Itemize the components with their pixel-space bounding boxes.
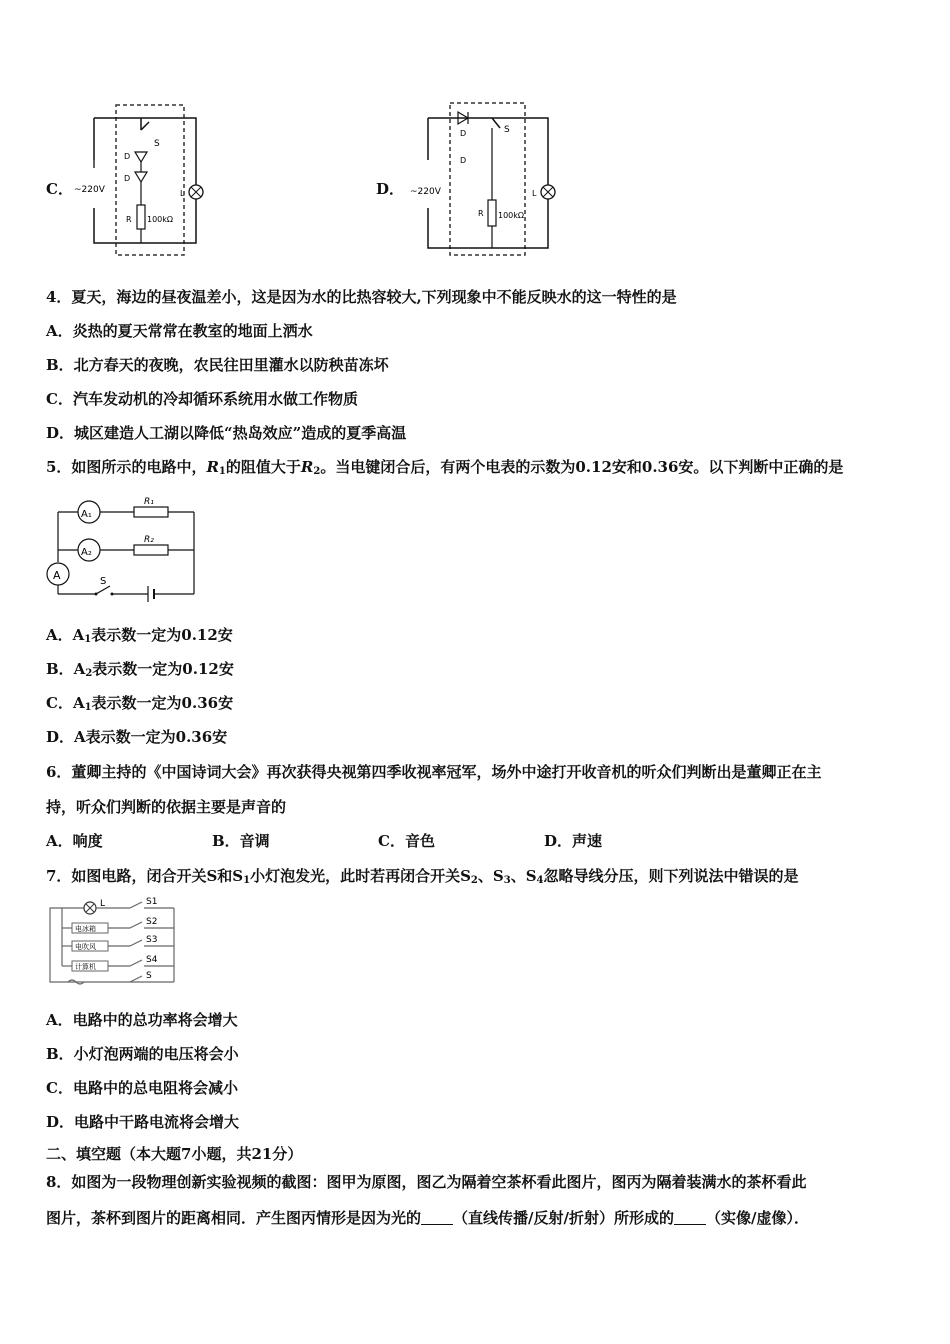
switch-label: S bbox=[504, 125, 510, 135]
q4-option-d: D．城区建造人工湖以降低“热岛效应”造成的夏季高温 bbox=[46, 424, 407, 442]
ammeter-a2-label: A₂ bbox=[81, 547, 92, 558]
answer-blank-1[interactable] bbox=[421, 1210, 453, 1225]
q7-option-b: B．小灯泡两端的电压将会小 bbox=[46, 1045, 239, 1063]
switch-s2-label: S2 bbox=[146, 917, 158, 927]
q7-option-c: C．电路中的总电阻将会减小 bbox=[46, 1079, 238, 1097]
switch-s3-label: S3 bbox=[146, 935, 158, 945]
led1-label: D bbox=[460, 129, 467, 138]
q8-stem-line2: 图片，茶杯到图片的距离相同．产生图丙情形是因为光的 （直线传播/反射/折射）所形成的 （实像/虚像）． bbox=[46, 1209, 809, 1227]
resistor-r2-label: R₂ bbox=[144, 535, 154, 545]
ammeter-a-label: A bbox=[53, 569, 61, 582]
q7-option-a: A．电路中的总功率将会增大 bbox=[46, 1011, 238, 1029]
led2-label: D bbox=[460, 156, 467, 165]
q5-option-c: C．$A_1$表示数一定为0.36安 bbox=[46, 694, 234, 713]
lamp-label: L bbox=[180, 189, 185, 198]
voltage-label: ~220V bbox=[410, 187, 441, 197]
resistor-value: 100kΩ bbox=[147, 215, 174, 224]
q5-circuit-figure bbox=[44, 490, 204, 610]
q4-option-a: A．炎热的夏天常常在教室的地面上洒水 bbox=[46, 322, 313, 340]
device-hairdryer-label: 电吹风 bbox=[75, 943, 96, 951]
led1-label: D bbox=[124, 152, 131, 161]
voltage-label: ~220V bbox=[74, 185, 105, 195]
resistor-value: 100kΩ bbox=[498, 211, 525, 220]
q4-option-b: B．北方春天的夜晚，农民往田里灌水以防秧苗冻坏 bbox=[46, 356, 389, 374]
q6-option-a: A．响度 bbox=[46, 832, 103, 850]
switch-s4-label: S4 bbox=[146, 955, 158, 965]
answer-blank-2[interactable] bbox=[674, 1210, 706, 1225]
q7-stem: 7．如图电路，闭合开关S和$S_1$小灯泡发光，此时若再闭合开关$S_2$、$S_3$、$S_4$忽略导线分压，则下列说法中错误的是 bbox=[46, 867, 799, 886]
q7-circuit-figure bbox=[44, 896, 189, 990]
q6-stem-line1: 6．董卿主持的《中国诗词大会》再次获得央视第四季收视率冠军，场外中途打开收音机的听众们判断出是董卿正在主 bbox=[46, 763, 822, 781]
section-title: 二、填空题（本大题7小题，共21分） bbox=[46, 1145, 303, 1163]
lamp-l-label: L bbox=[100, 899, 106, 909]
q6-option-d: D．声速 bbox=[544, 832, 603, 850]
resistor-r1-label: R₁ bbox=[144, 497, 154, 507]
q5-option-b: B．$A_2$表示数一定为0.12安 bbox=[46, 660, 234, 679]
q6-option-b: B．音调 bbox=[212, 832, 270, 850]
option-d-label: D． bbox=[376, 180, 405, 198]
q8-stem-line1: 8．如图为一段物理创新实验视频的截图：图甲为原图，图乙为隔着空茶杯看此图片，图丙为隔着装满水的茶杯看此 bbox=[46, 1173, 807, 1191]
q6-option-c: C．音色 bbox=[378, 832, 435, 850]
q5-stem: 5．如图所示的电路中，$R_1$的阻值大于$R_2$。当电键闭合后，有两个电表的示数为0.12安和0.36安。以下判断中正确的是 bbox=[46, 458, 844, 477]
q6-options bbox=[46, 831, 710, 851]
device-refrigerator-label: 电冰箱 bbox=[75, 925, 96, 933]
q4-stem: 4．夏天，海边的昼夜温差小，这是因为水的比热容较大,下列现象中不能反映水的这一特性的是 bbox=[46, 288, 677, 306]
lamp-label: L bbox=[532, 189, 537, 198]
q4-option-c: C．汽车发动机的冷却循环系统用水做工作物质 bbox=[46, 390, 358, 408]
led2-label: D bbox=[124, 174, 131, 183]
switch-s1-label: S1 bbox=[146, 897, 158, 907]
switch-label: S bbox=[154, 139, 160, 149]
q5-option-a: A．$A_1$表示数一定为0.12安 bbox=[46, 626, 233, 645]
option-c-label: C． bbox=[46, 180, 73, 198]
resistor-label: R bbox=[126, 215, 132, 224]
q5-option-d: D．A表示数一定为0.36安 bbox=[46, 728, 228, 746]
resistor-label: R bbox=[478, 209, 484, 218]
switch-s-label: S bbox=[100, 576, 107, 587]
q6-stem-line2: 持，听众们判断的依据主要是声音的 bbox=[46, 798, 287, 816]
device-computer-label: 计算机 bbox=[75, 963, 96, 971]
circuit-figure-d bbox=[410, 100, 555, 260]
q7-option-d: D．电路中干路电流将会增大 bbox=[46, 1113, 240, 1131]
switch-s-label: S bbox=[146, 971, 152, 981]
ammeter-a1-label: A₁ bbox=[81, 509, 92, 520]
circuit-figure-c bbox=[74, 100, 216, 260]
